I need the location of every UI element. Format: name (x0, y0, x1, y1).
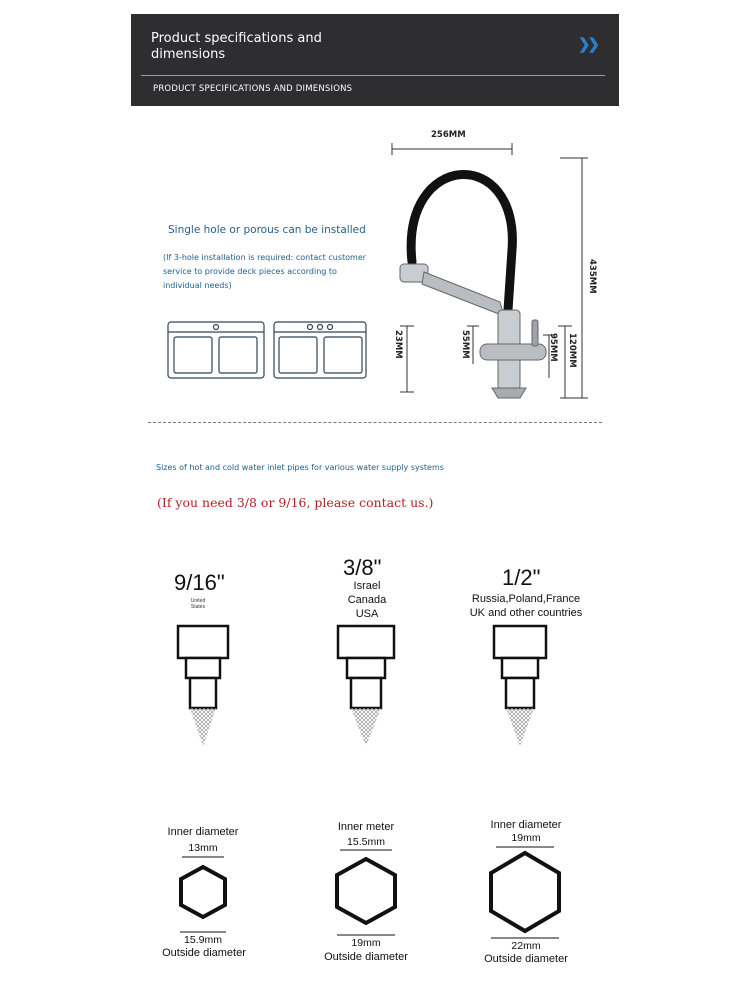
outside-diameter-label: Outside diameter (324, 951, 408, 963)
outer-diameter-value: 22mm (511, 940, 541, 952)
handle-offset-label: 55MM (460, 330, 470, 359)
inner-diameter-value: 15.5mm (347, 836, 385, 848)
section-divider (148, 422, 602, 423)
contact-note: (If you need 3/8 or 9/16, please contact us.) (157, 495, 434, 510)
outer-diameter-value: 15.9mm (184, 934, 222, 946)
outside-diameter-label: Outside diameter (162, 947, 246, 959)
sink-diagrams (167, 320, 367, 380)
size-label: 1/2" (502, 565, 541, 590)
base-label: 23MM (393, 330, 403, 359)
page-title: Product specifications and dimensions (151, 31, 322, 62)
installation-note: (If 3-hole installation is required: contact customer service to provide deck pieces according to individual needs) (163, 253, 367, 290)
inner-diameter-label: Inner diameter (167, 826, 239, 838)
faucet-base (492, 388, 526, 398)
inner-diameter-label: Inner meter (337, 821, 395, 833)
inner-diameter-value: 19mm (511, 832, 541, 844)
pipe-fittings (150, 620, 600, 760)
fitting-3-8 (338, 626, 394, 746)
hex-nuts (150, 845, 600, 945)
fitting-9-16 (178, 626, 228, 746)
pipe-sizes-title: Sizes of hot and cold water inlet pipes for various water supply systems (156, 463, 444, 472)
size-label: 3/8" (343, 555, 382, 580)
hex-nut-9-16 (180, 857, 226, 932)
fitting-1-2 (494, 626, 546, 746)
region-list: Russia,Poland,France UK and other countries (469, 593, 583, 619)
spout-lower-label: 95MM (548, 333, 558, 362)
single-hole-sink (168, 322, 264, 378)
inner-diameter-label: Inner diameter (490, 819, 562, 831)
handle-lever (532, 320, 538, 346)
height-label: 435MM (587, 259, 597, 294)
inner-diameter-value: 13mm (188, 842, 218, 854)
double-chevron-right-icon: ❯❯ (577, 36, 597, 53)
width-dimension-line (392, 143, 512, 155)
width-label: 256MM (431, 130, 466, 140)
header-divider (141, 75, 605, 76)
hex-nut-3-8 (337, 850, 395, 935)
installation-title: Single hole or porous can be installed (168, 224, 366, 236)
hex-nut-1-2 (491, 847, 559, 938)
three-hole-sink (274, 322, 366, 378)
region-list: Israel Canada USA (347, 580, 387, 620)
faucet-arm (422, 272, 504, 316)
section-subtitle: PRODUCT SPECIFICATIONS AND DIMENSIONS (153, 84, 353, 94)
outside-diameter-label: Outside diameter (484, 953, 568, 965)
size-label: 9/16" (174, 570, 225, 595)
body-height-label: 120MM (567, 333, 577, 368)
outer-diameter-value: 19mm (351, 937, 381, 949)
region-list: United States (190, 598, 206, 610)
header-banner (131, 14, 619, 106)
